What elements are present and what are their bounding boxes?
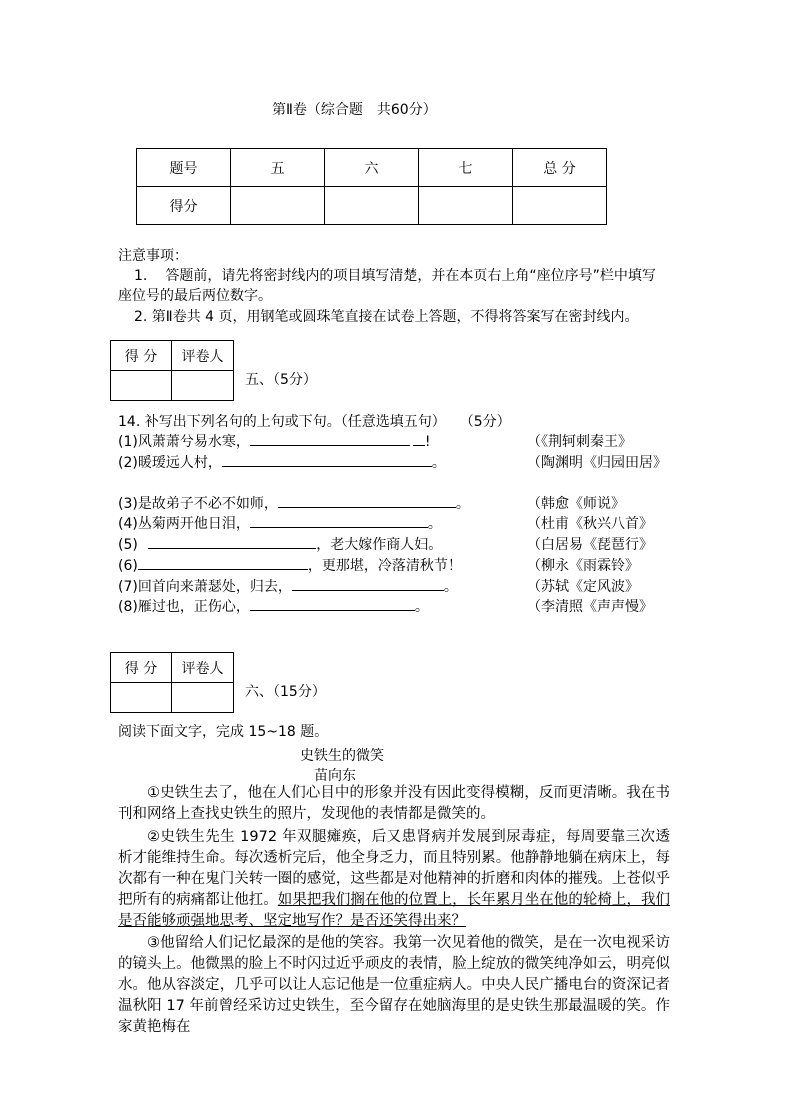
verse-post: 。 <box>427 516 442 532</box>
score-cell[interactable] <box>325 187 419 225</box>
score-label: 得 分 <box>111 341 172 371</box>
table-header: 题号 <box>137 149 231 187</box>
grader-cell[interactable] <box>172 371 234 401</box>
answer-blank[interactable] <box>413 433 425 446</box>
answer-blank[interactable] <box>250 598 415 611</box>
verse-source: （《荆轲刺秦王》 <box>527 434 632 450</box>
table-header: 五 <box>231 149 325 187</box>
verse-pre: (6) <box>118 558 138 574</box>
table-row <box>137 187 607 225</box>
list-item <box>118 596 429 616</box>
paragraph-1: ①史铁生去了，他在人们心目中的形象并没有因此变得模糊，反而更清晰。我在书刊和网络上查找史铁生的照片，发现他的表情都是微笑的。 <box>118 785 670 822</box>
list-item <box>118 513 442 533</box>
section-5-heading: 五、（5分） <box>245 372 317 388</box>
verse-source: （白居易《琵琶行》 <box>527 537 653 553</box>
verse-post: 。 <box>443 579 458 595</box>
note-1-cont: 座位号的最后两位数字。 <box>118 288 272 304</box>
verse-pre: (3)是故弟子不必不如师， <box>118 496 278 512</box>
verse-source: （柳永《雨霖铃》 <box>527 558 639 574</box>
score-cell[interactable] <box>111 683 172 713</box>
verse-source: （陶渊明《归园田居》 <box>527 455 667 471</box>
section-title: 第Ⅱ卷（综合题 共60分） <box>272 102 437 118</box>
list-item <box>118 431 430 451</box>
score-cell[interactable] <box>111 371 172 401</box>
notes-title: 注意事项： <box>118 248 188 264</box>
score-cell[interactable] <box>419 187 513 225</box>
verse-post: ，老大嫁作商人妇。 <box>316 537 443 553</box>
article-title: 史铁生的微笑 <box>300 748 384 764</box>
underlined-sentence: 如果把我们搁在他的位置上，长年累月坐在他的轮椅上，我们是否能够顽强地思考、坚定地写作？是否还笑得出来？ <box>118 892 670 929</box>
verse-post: 。 <box>455 496 470 512</box>
grader-box <box>110 340 234 401</box>
verse-pre: (7)回首向来萧瑟处，归去， <box>118 579 292 595</box>
verse-pre: (2)暖瑷远人村， <box>118 455 222 471</box>
answer-blank[interactable] <box>292 578 444 591</box>
list-item <box>118 576 458 596</box>
paragraph-3: ③他留给人们记忆最深的是他的笑容。我第一次见着他的微笑，是在一次电视采访的镜头上。他微黑的脸上不时闪过近乎顽皮的表情，脸上绽放的微笑纯净如云，明亮似水。他从容淡定，几乎可以让人忘记他是一位重症病人。中央人民广播电台的资深记者温秋阳 17 年前曾经采访过史铁生，至今留存在她脑海里的是史铁生那最温暖的笑。作家黄艳梅在 <box>118 935 670 1035</box>
verse-source: （苏轼《定风波》 <box>527 579 639 595</box>
score-table <box>136 148 607 225</box>
verse-post: 。 <box>431 455 446 471</box>
verse-pre: (8)雁过也，正伤心， <box>118 599 250 615</box>
paragraph-2 <box>118 827 670 932</box>
verse-source: （李清照《声声慢》 <box>527 599 653 615</box>
answer-blank[interactable] <box>222 454 432 467</box>
question-14: 14. 补写出下列名句的上句或下句。（任意选填五句） （5分） <box>118 414 511 430</box>
verse-post: ，更那堪，冷落清秋节！ <box>307 558 462 574</box>
note-number: 1. <box>134 268 148 284</box>
grader-cell[interactable] <box>172 683 234 713</box>
list-item <box>118 534 442 554</box>
verse-pre: (1)风萧萧兮易水寒， <box>118 434 250 450</box>
answer-blank[interactable] <box>138 557 308 570</box>
verse-post: 。 <box>414 599 429 615</box>
reading-instruction: 阅读下面文字，完成 15~18 题。 <box>118 724 329 740</box>
verse-pre: (5) <box>118 537 143 553</box>
grader-box <box>110 652 234 713</box>
verse-source: （韩愈《师说》 <box>527 496 625 512</box>
note-2: 2. 第Ⅱ卷共 4 页，用钢笔或圆珠笔直接在试卷上答题，不得将答案写在密封线内。 <box>134 309 639 325</box>
table-header: 六 <box>325 149 419 187</box>
table-row <box>137 149 607 187</box>
answer-blank[interactable] <box>250 515 428 528</box>
note-1 <box>134 265 656 285</box>
verse-post: ! <box>424 434 431 450</box>
table-header: 总 分 <box>513 149 607 187</box>
grader-label: 评卷人 <box>172 341 234 371</box>
list-item <box>118 555 462 575</box>
verse-source: （杜甫《秋兴八首》 <box>527 516 653 532</box>
paragraph-text: ②史铁生先生 1972 年双腿瘫痪，后又患肾病并发展到尿毒症，每周要靠三次透析才能维持生命。每次透析完后，他全身乏力，而且特别累。他静静地躺在病床上，每次都有一种在鬼门关转一圈的感觉，这些都是对他精神的折磨和肉体的摧残。上苍似乎把所有的病痛都让他扛。 <box>118 829 670 908</box>
answer-blank[interactable] <box>250 433 410 446</box>
list-item <box>118 493 470 513</box>
answer-blank[interactable] <box>148 536 316 549</box>
score-cell[interactable] <box>513 187 607 225</box>
row-label: 得分 <box>137 187 231 225</box>
score-label: 得 分 <box>111 653 172 683</box>
score-cell[interactable] <box>231 187 325 225</box>
table-header: 七 <box>419 149 513 187</box>
note-text: 答题前，请先将密封线内的项目填写清楚，并在本页右上角“座位序号”栏中填写 <box>165 268 656 284</box>
section-6-heading: 六、（15分） <box>245 684 326 700</box>
answer-blank[interactable] <box>278 495 456 508</box>
list-item <box>118 452 446 472</box>
verse-pre: (4)丛菊两开他日泪， <box>118 516 250 532</box>
grader-label: 评卷人 <box>172 653 234 683</box>
article-author: 苗向东 <box>314 768 356 784</box>
